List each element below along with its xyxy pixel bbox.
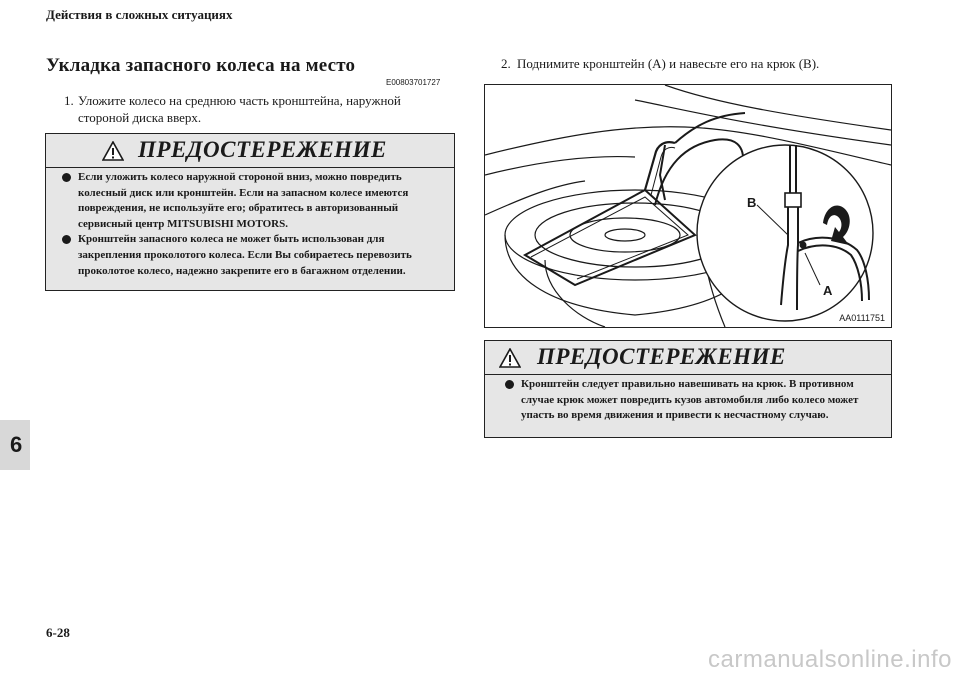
step-number: 1. (64, 93, 74, 108)
step-1 (64, 92, 454, 126)
bullet-dot-icon (62, 173, 71, 182)
label-b: B (747, 195, 757, 210)
bullet-dot-icon (62, 235, 71, 244)
watermark: carmanualsonline.info (708, 646, 952, 673)
warning-body (505, 377, 885, 424)
warning-bullet: Кронштейн запасного колеса не может быть использован для закрепления проколотого колеса. Если Вы собираетесь перевозить проколотое колесо, надежно закрепите его в багажном отделении. (62, 232, 446, 279)
page-number: 6-28 (46, 625, 70, 640)
detail-inset-circle (697, 145, 873, 321)
warning-triangle-icon (499, 348, 521, 368)
illustration-frame (484, 84, 892, 328)
label-a: A (823, 283, 833, 298)
warning-header (46, 134, 454, 168)
section-code: E00803701727 (386, 78, 441, 87)
warning-box-2 (484, 340, 892, 438)
warning-bullet: Кронштейн следует правильно навешивать на крюк. В противном случае крюк может повредить кузов автомобиля либо колесо может упасть во время движения и привести к несчастному случаю. (505, 377, 885, 424)
running-header: Действия в сложных ситуациях (46, 7, 233, 22)
warning-header (485, 341, 891, 375)
warning-title: ПРЕДОСТЕРЕЖЕНИЕ (537, 344, 786, 369)
chapter-tab (0, 420, 30, 470)
warning-box-1 (45, 133, 455, 291)
warning-body (62, 170, 446, 279)
step-text: Уложите колесо на среднюю часть кронштейна, наружной стороной диска вверх. (78, 93, 401, 125)
figure-code: AA0111751 (839, 313, 885, 323)
step-number: 2. (501, 56, 511, 71)
bullet-dot-icon (505, 380, 514, 389)
spare-wheel-bracket-illustration (485, 85, 891, 327)
warning-title: ПРЕДОСТЕРЕЖЕНИЕ (138, 137, 387, 162)
step-text: Поднимите кронштейн (A) и навесьте его на крюк (B). (517, 56, 820, 71)
section-title: Укладка запасного колеса на место (46, 55, 356, 76)
chapter-number: 6 (10, 432, 23, 457)
warning-triangle-icon (102, 141, 124, 161)
step-2 (501, 55, 901, 72)
warning-bullet: Если уложить колесо наружной стороной вниз, можно повредить колесный диск или кронштейн. Если на запасном колесе имеются повреждения, не используйте его; обратитесь в авторизованный сервисный центр MITSUBISHI MOTORS. (62, 170, 446, 232)
